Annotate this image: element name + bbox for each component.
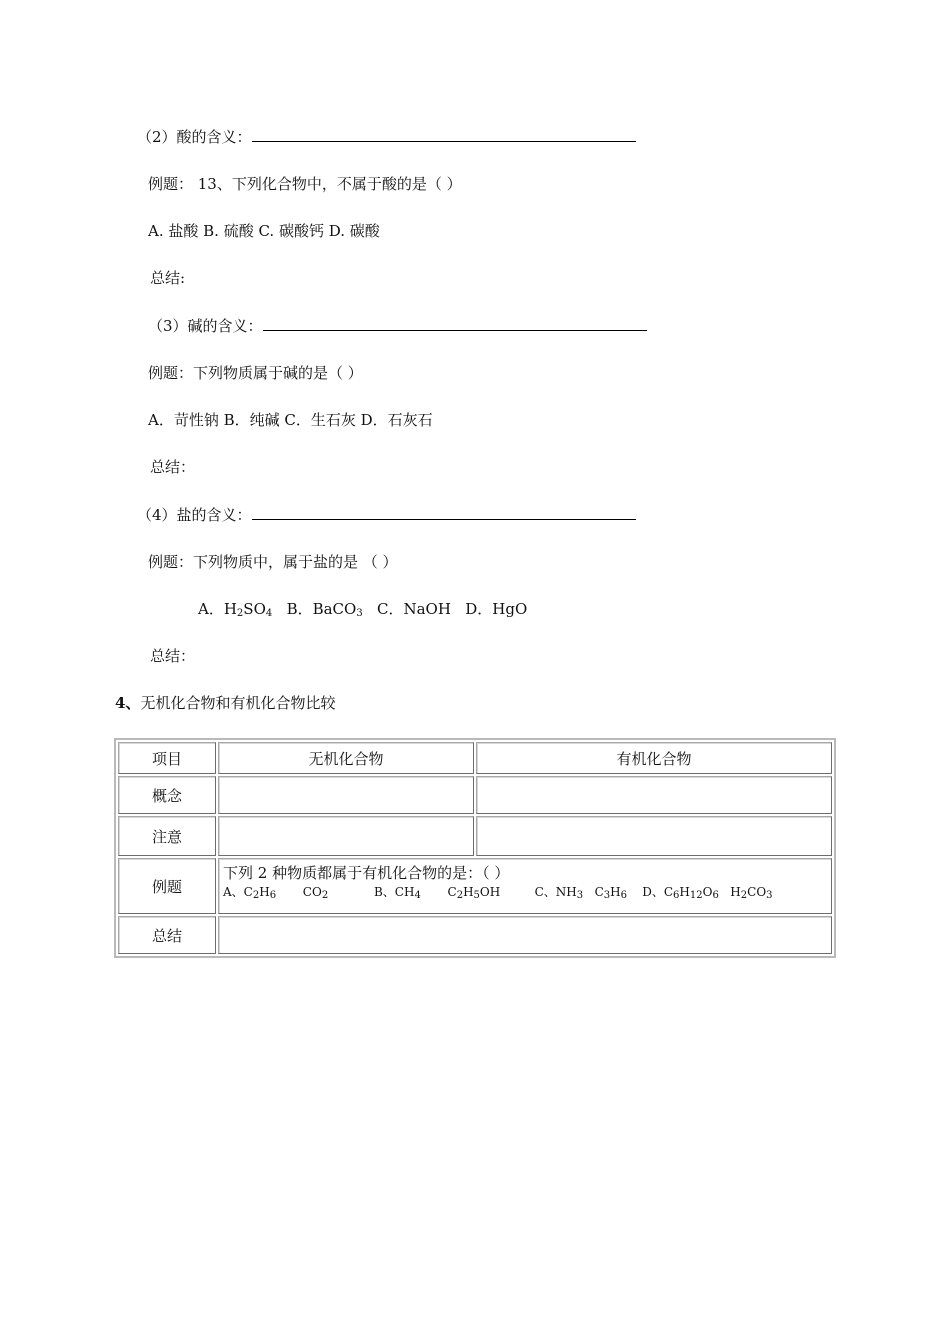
table-row [118, 858, 832, 914]
example-option-a: A、$C_2H_6$ $CO_2$ [223, 885, 329, 901]
salt-option-a: A．$H_2SO_4$ [198, 600, 273, 619]
row-label-concept: 概念 [118, 776, 216, 814]
salt-definition-line [137, 505, 636, 525]
example-question: 下列 2 种物质都属于有机化合物的是：（ ） [223, 864, 510, 882]
salt-option-c: C．NaOH [377, 600, 451, 618]
base-example: 例题：下列物质属于碱的是（ ） [148, 364, 363, 382]
salt-option-b: B．BaCO$_3$ [286, 600, 363, 619]
salt-example: 例题：下列物质中，属于盐的是 （ ） [148, 553, 398, 571]
base-options: A．苛性钠 B．纯碱 C．生石灰 D．石灰石 [148, 411, 433, 429]
example-option-d: D、$C_6H_{12}O_6$ $H_2CO_3$ [642, 885, 773, 901]
concept-organic-cell[interactable] [476, 776, 832, 814]
salt-answer-blank[interactable] [252, 505, 636, 520]
section-4-heading [115, 693, 335, 713]
acid-example: 例题： 13、下列化合物中，不属于酸的是（ ） [148, 175, 462, 193]
section-4-number: 4、 [115, 694, 141, 712]
base-answer-blank[interactable] [263, 316, 647, 331]
row-label-example: 例题 [118, 858, 216, 914]
table-row [118, 816, 832, 856]
row-label-summary: 总结 [118, 916, 216, 954]
example-cell [218, 858, 832, 914]
table-row [118, 916, 832, 954]
example-option-b: B、$CH_4$ $C_2H_5OH$ [373, 885, 501, 901]
salt-summary: 总结： [150, 647, 196, 665]
table-row [118, 776, 832, 814]
header-organic: 有机化合物 [476, 742, 832, 774]
base-definition-line [148, 316, 647, 336]
summary-cell[interactable] [218, 916, 832, 954]
acid-label: （2）酸的含义： [137, 128, 252, 146]
section-4-title: 无机化合物和有机化合物比较 [140, 694, 336, 712]
salt-option-d: D．HgO [465, 600, 528, 618]
concept-inorganic-cell[interactable] [218, 776, 474, 814]
acid-definition-line [137, 127, 636, 147]
example-options [223, 883, 827, 901]
note-organic-cell[interactable] [476, 816, 832, 856]
salt-options [198, 599, 527, 619]
salt-label: （4）盐的含义： [137, 506, 252, 524]
acid-summary: 总结: [150, 269, 186, 287]
header-inorganic: 无机化合物 [218, 742, 474, 774]
comparison-table [114, 738, 836, 958]
row-label-note: 注意 [118, 816, 216, 856]
note-inorganic-cell[interactable] [218, 816, 474, 856]
acid-answer-blank[interactable] [252, 127, 636, 142]
base-summary: 总结： [150, 458, 196, 476]
acid-options: A. 盐酸 B. 硫酸 C. 碳酸钙 D. 碳酸 [148, 222, 380, 240]
base-label: （3）碱的含义： [148, 317, 263, 335]
table-header-row [118, 742, 832, 774]
header-item: 项目 [118, 742, 216, 774]
example-option-c: C、$NH_3$ $C_3H_6$ [534, 885, 627, 901]
